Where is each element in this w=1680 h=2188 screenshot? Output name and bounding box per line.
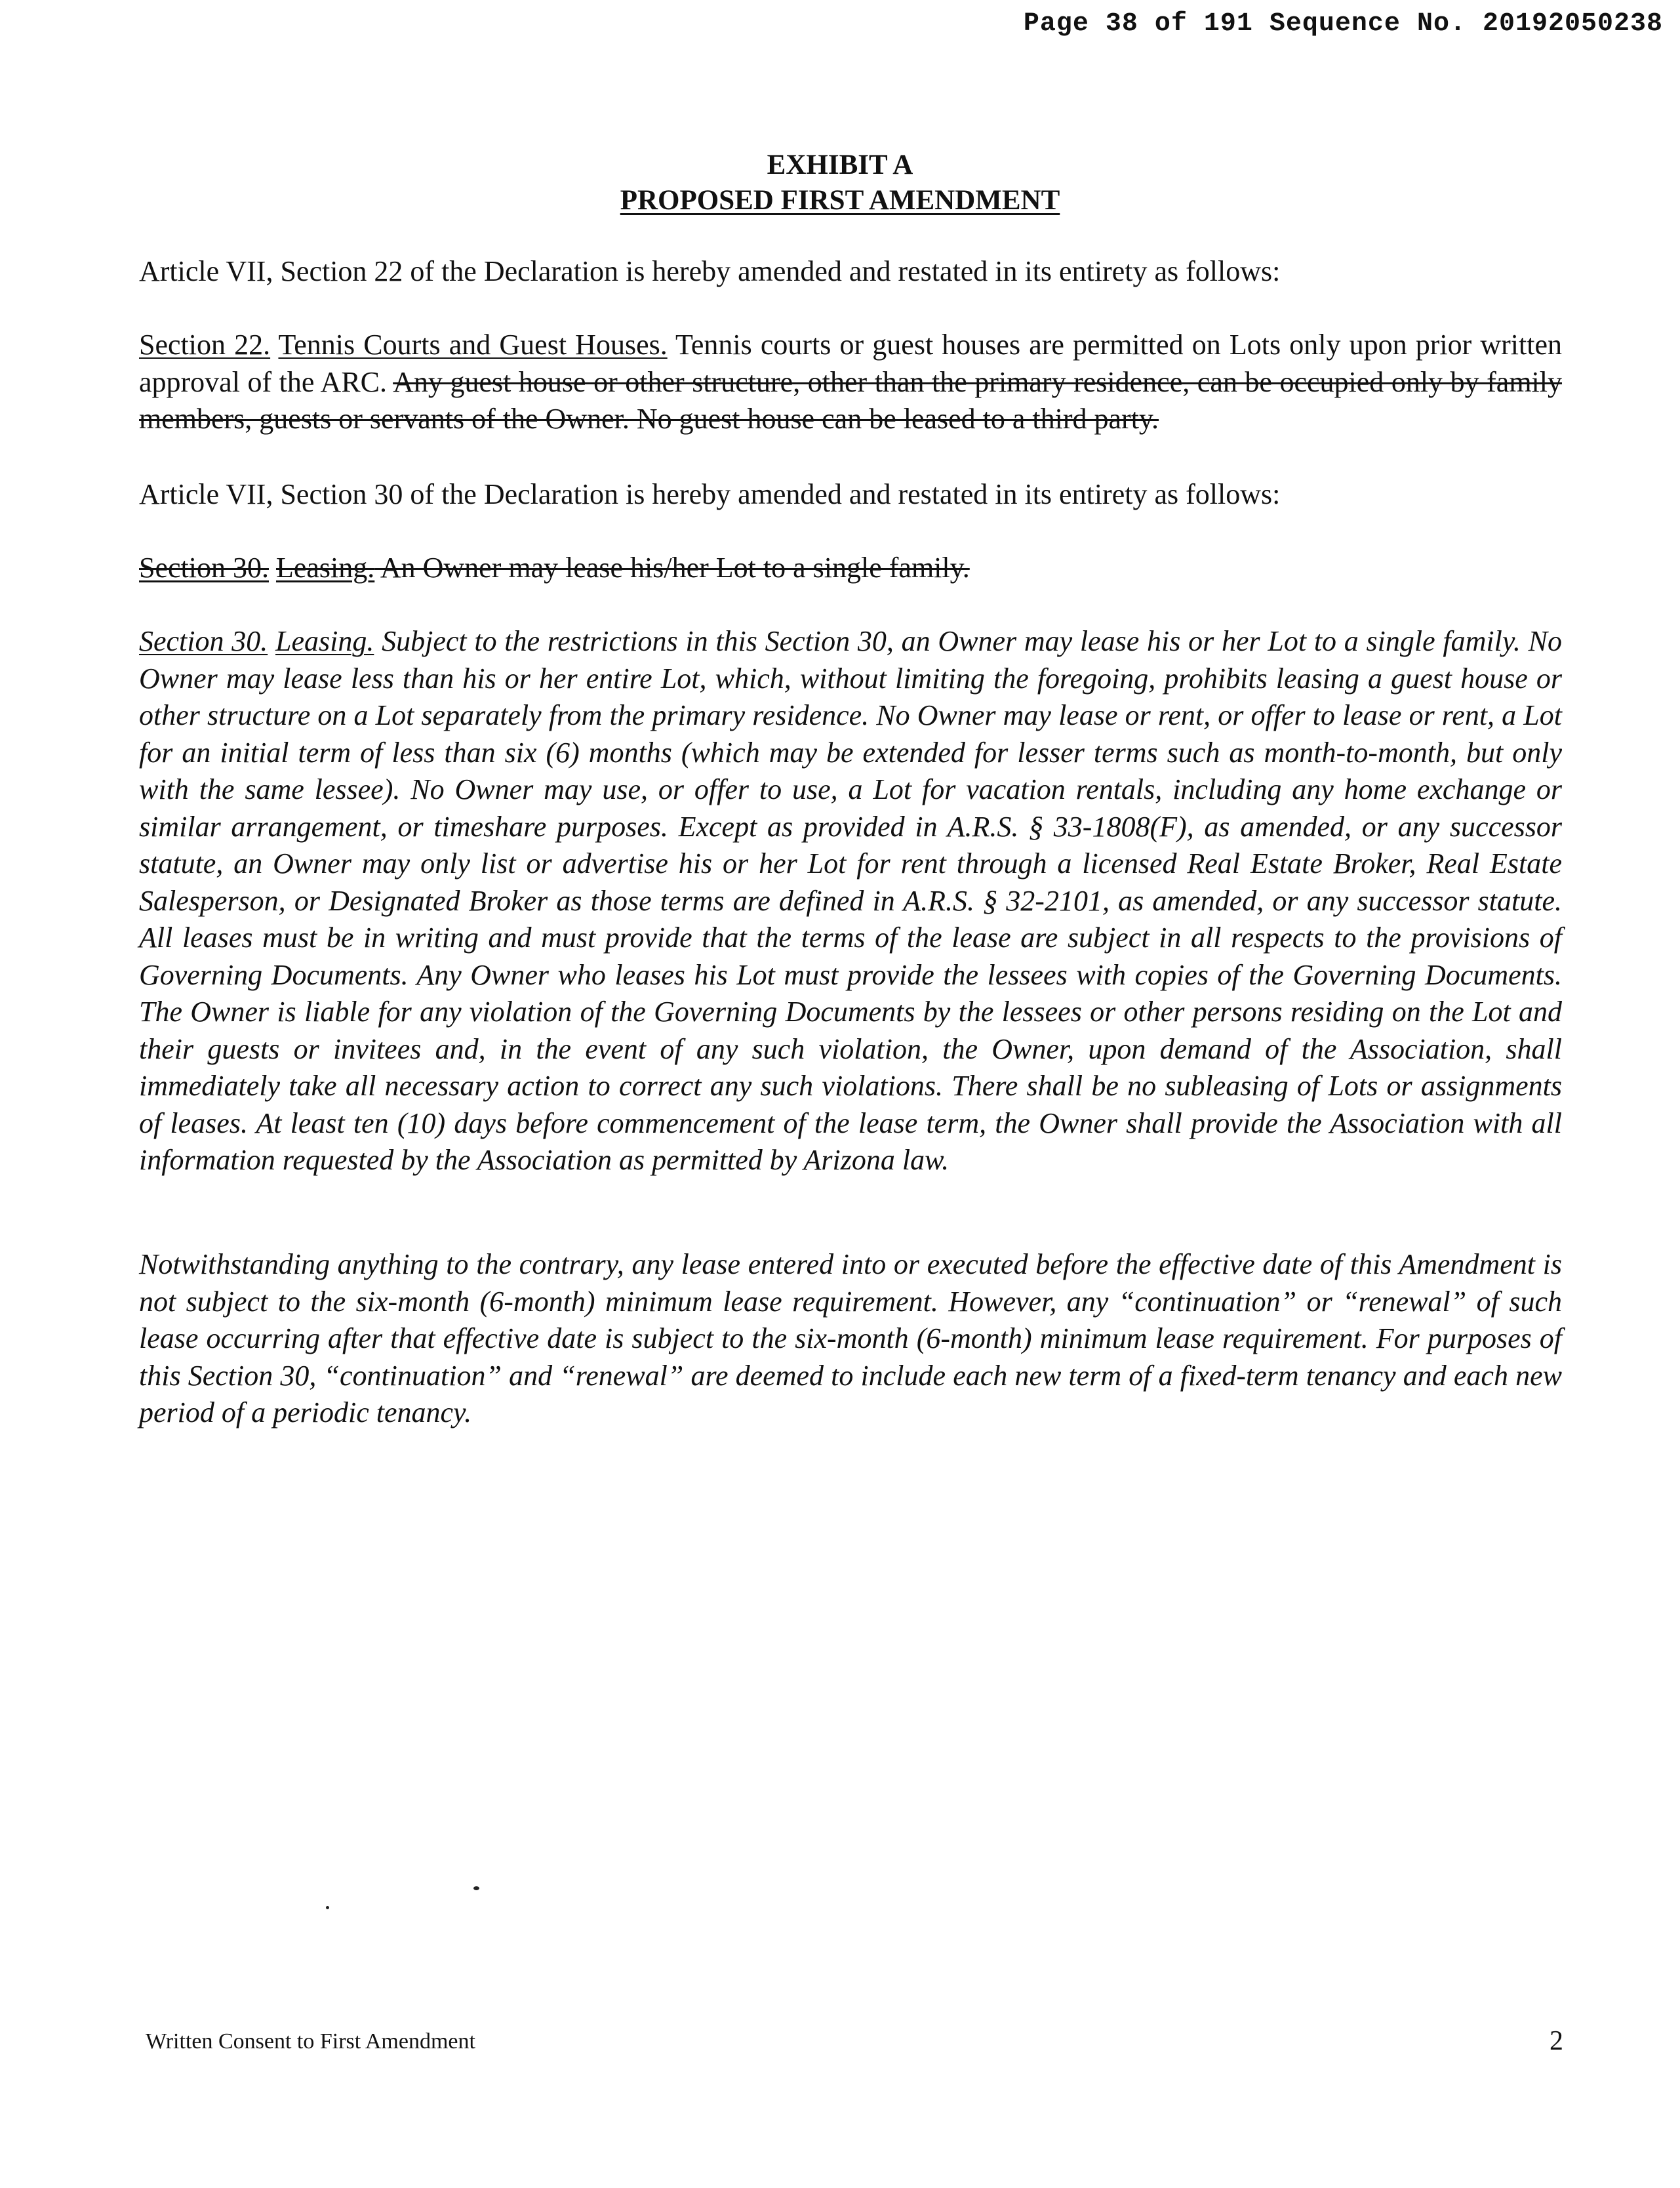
section-22-label: Section 22. xyxy=(139,329,271,361)
article-vii-section-30-intro: Article VII, Section 30 of the Declaration is hereby amended and restated in its entirety as follows: xyxy=(139,478,1281,510)
section-30-old-heading: Leasing. xyxy=(275,552,375,584)
footer-page-number: 2 xyxy=(1550,2026,1563,2056)
scan-speck xyxy=(326,1906,329,1909)
section-30-new-heading: Leasing. xyxy=(275,625,374,657)
section-30-new-paragraph xyxy=(139,623,1562,1179)
section-30-new-text: Subject to the restrictions in this Section 30, an Owner may lease his or her Lot to a single family. No Owner may lease less than his or her entire Lot, which, without limiting the foregoing, prohibits leasing a guest house or other structure on a Lot separately from the primary residence. No Owner may lease or rent, or offer to lease or rent, a Lot for an initial term of less than six (6) months (which may be extended for lesser terms such as month-to-month, but only with the same lessee). No Owner may use, or offer to use, a Lot for vacation rentals, including any home exchange or similar arrangement, or timeshare purposes. Except as provided in A.R.S. § 33-1808(F), as amended, or any successor statute, an Owner may only list or advertise his or her Lot for rent through a licensed Real Estate Broker, Real Estate Salesperson, or Designated Broker as those terms are defined in A.R.S. § 32-2101, as amended, or any successor statute. All leases must be in writing and must provide that the terms of the lease are subject in all respects to the provisions of Governing Documents. Any Owner who leases his Lot must provide the lessees with copies of the Governing Documents. The Owner is liable for any violation of the Governing Documents by the lessees or other persons residing on the Lot and their guests or invitees and, in the event of any such violation, the Owner, upon demand of the Association, shall immediately take all necessary action to correct any such violations. There shall be no subleasing of Lots or assignments of leases. At least ten (10) days before commencement of the lease term, the Owner shall provide the Association with all information requested by the Association as permitted by Arizona law. xyxy=(139,625,1563,1176)
amendment-title xyxy=(0,182,1680,219)
section-30-new-label: Section 30. xyxy=(139,625,268,657)
section-22-heading: Tennis Courts and Guest Houses. xyxy=(278,329,668,361)
footer-document-name: Written Consent to First Amendment xyxy=(146,2029,475,2054)
notwithstanding-paragraph: Notwithstanding anything to the contrary, any lease entered into or executed before the effective date of this Amendment is not subject to the six-month (6-month) minimum lease requirement. However, any “continuation” or “renewal” of such lease occurring after that effective date is subject to the six-month (6-month) minimum lease requirement. For purposes of this Section 30, “continuation” and “renewal” are deemed to include each new term of a fixed-term tenancy and each new period of a periodic tenancy. xyxy=(139,1248,1562,1428)
section-30-old-label: Section 30. xyxy=(139,552,269,584)
amendment-title-text: PROPOSED FIRST AMENDMENT xyxy=(620,185,1060,216)
scan-mark xyxy=(473,1886,479,1890)
exhibit-title: EXHIBIT A xyxy=(767,150,913,180)
section-30-old-text: An Owner may lease his/her Lot to a single family. xyxy=(374,552,970,584)
section-30-deleted-paragraph xyxy=(139,550,1562,587)
section-22-deleted-text: Any guest house or other structure, other than the primary residence, can be occupied only by family members, guests or servants of the Owner. No guest house can be leased to a third party. xyxy=(139,365,1562,435)
section-22-text: Tennis courts or guest houses are permitted on Lots only upon prior written approval of the ARC. xyxy=(139,329,1562,398)
section-22-paragraph xyxy=(139,327,1562,438)
article-vii-section-22-intro: Article VII, Section 22 of the Declaration is hereby amended and restated in its entirety as follows: xyxy=(139,255,1281,287)
page-sequence-stamp: Page 38 of 191 Sequence No. 20192050238 xyxy=(1023,9,1663,39)
